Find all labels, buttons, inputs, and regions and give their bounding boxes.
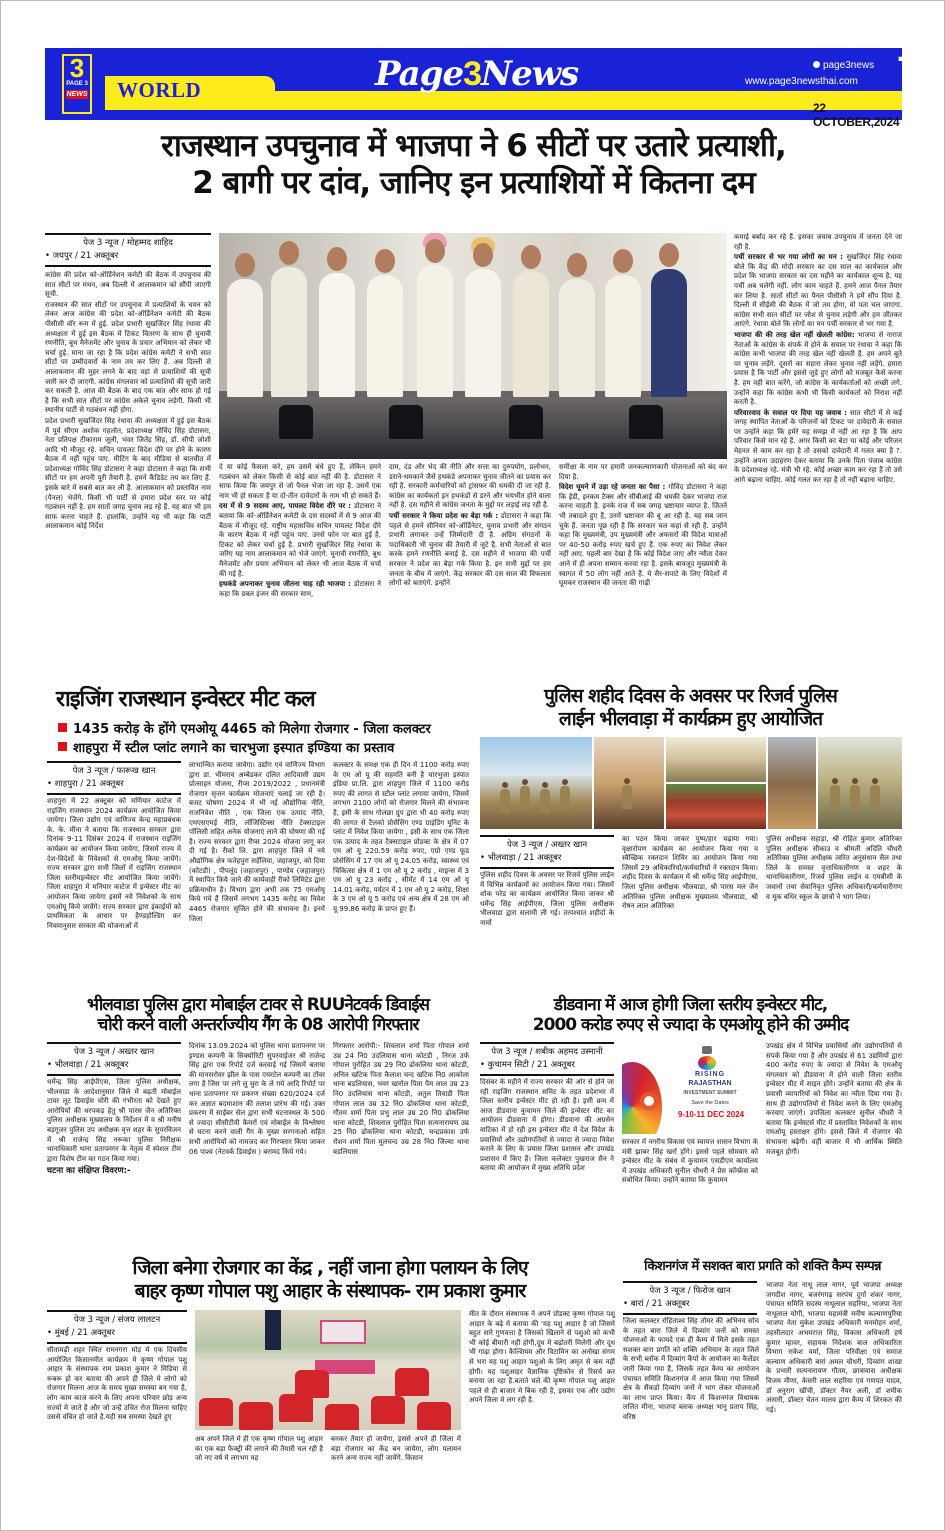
poster-title-rising: RISING <box>694 1071 726 1078</box>
subhead: पर्ची सरकार ने किया प्रदेश का बेड़ा गर्क : <box>389 511 499 520</box>
paragraph <box>734 409 902 486</box>
story4-col1 <box>47 1078 181 1248</box>
photo-head <box>521 245 541 269</box>
photo-head <box>375 249 395 273</box>
paragraph: दे या कोई फैसला करे, हम उसमें बंधे हुए हैं, लेकिन हमने गठबंधन को लेकर किसी से कोई बात नहीं की है. डोटासरा ने साफ किया कि जयपुर से जो पैनल भेजा जा रहा है. उसमें एक नाम भी हो सकता है या दो-तीन दावेदारों के नाम भी हो सकते हैं। <box>219 463 381 500</box>
paragraph <box>389 512 551 589</box>
photo-bjp-leaders-group <box>219 233 727 459</box>
story7-headline: किशनगंज में सशक्त बारा प्रगति को शक्ति कैम्प सम्पन्न <box>644 1259 881 1274</box>
photo-policeman <box>560 786 570 810</box>
story6-col2: अब अपने जिले मे ही एक कृष्ण गोपाल पशु आहार का एक बड़ा फैक्ट्री की लगाने की तैयारी चल रही है जो नए वर्ष मे लगभग यह <box>195 1435 323 1463</box>
paragraph: कमाई बर्बाद कर रहे हैं. इसका जवाब उपचुनाव में जनता देने जा रही है. <box>734 233 902 251</box>
story5-col2: सरकार में नगरीय विकास एवं स्वायत्त शासन विभाग के मंत्री झाबर सिंह खर्रा होंगे। इससे पहले सोमवार को इन्वेस्टर मीट के संबंध में कुचामन एसडीएम कार्यालय में उपखंड अधिकारी सुनील चौधरी ने प्रेस कॉन्फ्रेंस को संबोधित किया। उन्होंने बताया कि कुचामन <box>622 1138 758 1185</box>
story5-col3: उपखंड क्षेत्र में विभिन्न प्रवासियों और उद्योगपतियों से संपर्क किया गया है और उपखंड से 61 उद्यमियों द्वारा 400 करोड रुपए के ज्यादा से निवेश के एमओयू मंगलवार को डीडवाना में होने वाली जिला स्तरीय इन्वेस्टर मीट में साइन होंगे। उन्होंने बताया की क्षेत्र के प्रवासी व्यापारियों को निवेश का न्यौता दिया गया है। साथ ही उद्योगपतियों से निवेश करने के लिए एमओयू करवाए जाएंगे। उपजिला कलक्टर सुनील चौधरी ने बताया कि इन्वेस्टर्स मीट में प्रस्तावित निवेशकों के साथ एमओयू हस्ताक्षर होंगे। इससे जिले में रोजगार की संभावना बढ़ेगी। वहीं बाजार में भी आर्थिक स्थिति मजबूत होगी। <box>766 1042 902 1156</box>
logo-news-badge: NEWS <box>66 91 88 98</box>
photo-wreath <box>666 784 766 829</box>
paragraph-text: गोविंद डोटासरा ने कहा कि ईडी, इनकम टैक्स और सीबीआई की धमकी देकर भाजपा राज करना चाहती है. इनके राज में सब जगह भ्रष्टाचार व्याप्त है. जितने भी तबादले हुए हैं, उनमें भ्रष्टाचार की बू आ रही है. यह सब जान चुके हैं. जनता पूछ रही है कि सरकार चल कहां से रही है. उन्होंने कहा कि मुख्यमंत्री, उप मुख्यमंत्री और अफसरों की विदेश यात्राओं पर 40-50 करोड़ रुपए खर्च हुए हैं. एक रुपए का निवेश लेकर नहीं आए. पहली बार देखा है कि कोई विदेश जाए और न्यौता देकर आने में ही अपना सम्मान करवा रहा है. इसके बावजूद मुख्यमंत्री के स्वागत में 50 लोग नहीं आते हैं. ये सैर-सपाटे के लिए विदेशों में घूमकर राजस्थान की जनता की गाढ़ी <box>559 483 727 588</box>
emblem-icon <box>702 1046 712 1054</box>
photo-head <box>473 243 493 267</box>
poster-tagline: Save the Dates <box>691 1100 729 1106</box>
paragraph <box>219 502 381 579</box>
photo-police-ceremony <box>666 737 766 782</box>
story3-col3: पुलिस अधीक्षक सहाड़ा, श्री रोहित कुमार अतिरिक्त पुलिस अधीक्षक सीकाउ व श्रीमती अदिति चौधरी अतिरिक्त पुलिस अधीक्षक त्वरित अनुसंधान सैल तथा जिले के समस्त वृत्ताधिकारीगण व शहर के थानाधिकारीगण, रिजर्व पुलिस लाईन व एमबीसी के जवानों तथा सेवानिवृत पुलिस अधिकारी/कर्मचारीगण व मूक बधिर स्कूल के छात्रों ने भाग लिया। <box>766 835 902 901</box>
paragraph <box>559 483 727 589</box>
subhead: भाजपा की की तरह खेल नहीं खेलती कांग्रेस: <box>734 330 855 339</box>
lead-headline <box>45 128 902 202</box>
byline-story4 <box>47 1042 181 1076</box>
story6-col3: बनकर तैयार हो जायेगा, इससे अपने ही जिला मे बड़ा रोजगार का केंद्र बन जायेगा, लोग पलायन करने अन्य राज्य नहीं जायेंगे. किसान <box>331 1435 461 1463</box>
social-icon <box>813 61 820 68</box>
story2-col2: लाभान्वित कराया जावेगा। उद्योग एवं वाणिज्य विभाग द्वारा डा. भीमराव अम्बेडकर दलित आदिवासी उद्यम प्रोत्साहन योजना, रीप्स 2019/2022 , प्रधानमंत्री रोजगार सृजन कार्यक्रम योजनाएं चलाई जा रही है। बजट घोषणा 2024 में भी नई औद्योगिक नीति, राजनिवेश नीति , एक जिला एक उत्पाद नीति, एमएसएमई नीति, लॉजिस्टिक्स नीति टेक्सटाइल पॉलिसी सहित अनेक योजनाएं लाने की घोषणा की गई है। राज्य सरकार द्वारा रीप्स 2024 योजना लागू कर दी गई है। रीको लि. द्वारा शाहपुरा जिले में नये औद्योगिक क्षेत्र फतेहपुरा सहॅलिया, जहाजपुर, को दिया (कोटडी) , पीपलूंद (जहाजपुर) , पाण्डेय (जहाजपुर) में स्थापित किये जाने की कार्यवाही रीको लिमिटेड द्वारा प्रक्रियाधीन है। विभाग द्वारा अभी तक 75 एमओयू किये गये हैं जिसमें लगभग 1435 करोड़ का निवेश 4465 रोजगार सृजित होने की संभावना है। इनमें जिला <box>189 761 325 923</box>
story5-headline-line1: डीडवाना में आज होगी जिला स्तरीय इन्वेस्टर मीट, <box>553 995 828 1015</box>
photo-person <box>605 275 641 399</box>
story4-col2: दिनांक 13.09.2024 को पुलिस थाना प्रतापनगर पर इण्डस कम्पनी के सिक्योरिटी सुपरवाईजर श्री राजेन्द्र सिंह द्वारा एक रिपोर्ट दर्ज करवाई गई जिसमें बताया की मानसरोवर झील के पास एयरटेल कम्पनी का टॉवर लगा है जिस पर लगे लू चुरा के ले गये आदि रिपोर्ट पर थाना प्रतापनगर पर प्रकरण संख्या 620/2024 दर्ज कर अज्ञात बदमाशान की तलाश प्रारंभ की गई। उक्त प्रकरण में साईबर सेल द्वारा सभी घटनास्थल के 500 से ज्यादा सीसीटीवी कैमरों एवं मोबाईल के विश्लेषण से घटना करने वाली गैंग के मुख्य सरगनाओ सहित सभी आरोपियों को नामजद कर गिरफ्तार किया जाकर 06 पाश्व (नेटवर्क डिवाईस ) बरामद किये गये। <box>189 1042 325 1156</box>
photo-policeman <box>540 789 550 813</box>
photo-banner <box>320 1320 366 1344</box>
byline-author: पेज 3 न्यूज / शबीक अहमद उस्मानी <box>491 1047 603 1057</box>
poster-dates: 9-10-11 DEC 2024 <box>677 1110 745 1119</box>
paragraph: प्रदेश प्रभारी सुखजिंदर सिंह रंधावा की अध्यक्षता में हुई इस बैठक में पूर्व सीएम अशोक गहलोत, प्रदेशाध्यक्ष गोविंद सिंह डोटासरा, नेता प्रतिपक्ष टीकाराम जूली, भंवर जितेंद्र सिंह, डॉ. सीपी जोशी आदि भी मौजूद रहे. सचिन पायलट विदेश दौरे पर होने के कारण बैठक में नहीं पहुंच पाए. मीटिंग के बाद मीडिया से बातचीत में प्रदेशाध्यक्ष गोविंद सिंह डोटासरा ने कहा डोटासरा ने कहा कि सभी सीटों पर हम अपनी पूरी तैयारी है. हमने कैंडिडेट तय कर लिए हैं. इसके बारे में सबसे बात कर ली है. आलाकमान को प्रस्तावित नाम (पैनल) भेजेंगे. किसी भी पार्टी से हमारा प्रदेश स्तर पर कोई गठबंधन नहीं है. हम सातों जगह चुनाव लड़ रहे हैं. यह बात भी हम साफ करना चाहते हैं. हालांकि, उन्होंने यह भी कहा कि पार्टी आलाकमान कोई निर्देश <box>45 416 211 531</box>
story7-col2: भाजपा नेता नाथू लाल नागर, पूर्व भाजपा अध्यक्ष जगदीश नागर, बजरंगगढ़ सरपंच दुर्गा शंकर नागर, पंचायत समिति सदस्य नाथूलाल सहरिया, भाजपा नेता नाथूलाल योगी, भाजपा महामंत्री मनीष कल्याणपुरिया भाजपा नेता मुकेश उपखंड अधिकारी मनमोहन शर्मा, तहसीलदार अभयराज सिंह, विकास अधिकारी हर्ष कुमार म्हावर, सहायक निदेशक बाल अधिकारिता विभाग राकेश वर्मा, जिला परिवीक्षा एवं समाज कल्याण अधिकारी बारां अमल चौधरी, दिव्यांग शाखा के प्रभारी सत्यनारायण गौतम, छात्रावास अधीक्षक विजय मीणा, केसरी लाल सहरिया एवं गणपत यादव, डॉ अनुराग खींची, डॉक्टर नैयर अली, डॉ शमीक अंसारी, डॉक्टर चेतन मालव द्वारा कैम्प में शिरकत की गई। <box>766 1281 902 1414</box>
photo-policeman <box>500 789 510 813</box>
byline-author: पेज 3 न्यूज / फारूख खान <box>72 766 156 776</box>
section-label: WORLD <box>117 78 202 102</box>
paragraph: धर्मेन्द्र सिंह आईपीएस, जिला पुलिस अधीक्षक, भीलवाडा के आदेशानुसार जिले में बढ़ती मोबाईल टावर लूट डिवाईस चोरी की गंभीरता को देखते हुए आरोपियों की धरपकड़ हेतु श्री पारस जैन अतिरिक्त पुलिस अधीक्षक मुख्यालय के निर्देशन में व श्री मनीष बड़गूजर पुलिस उप अधीक्षक वृत्त शहर के सुपरविजन में श्री राजेन्द्र सिंह नरूका पुलिस निरीक्षक थानाधिकारी थाना प्रतापनगर के नेतृत्व में स्पेशल टीम द्वारा विशेष टीम का गठन किया गया। <box>47 1078 181 1163</box>
photo-policeman <box>850 785 860 809</box>
paragraph: दाम, दंड और भेद की नीति और सत्ता का दुरुपयोग, प्रलोभन, डराने-धमकाने जैसे हथकंडे अपनाकर चुनाव जीतने का प्रयास कर रही है. सरकारी कर्मचारियों को ट्रांसफर की धमकी दी जा रही है. कांग्रेस का कार्यकर्ता इन हथकंडों से डरने और भयभीत होने वाला नहीं है. दस महीने से कांग्रेस जनता के मुद्दों पर लड़ाई लड़ रही है. <box>389 463 551 510</box>
rising-rajasthan-logo-icon <box>698 1056 716 1070</box>
brand-wordmark <box>375 54 578 94</box>
story4-headline-line2: चोरी करने वाली अन्तर्राज्यीय गैंग के 08 आरोपी गिरफ्तार <box>97 1015 419 1036</box>
byline-story3 <box>480 835 614 869</box>
story3-col1: पुलिस शहीद दिवस के अवसर पर रिजर्व पुलिस लाईन में विभिन्न कार्यक्रमों का आयोजन किया गया। जिसमें शोक परेड का कार्यक्रम आयोजित किया जाकर श्री धर्मेन्द्र सिंह आईपीएस, जिला पुलिस अधीक्षक भीलवाडा द्वारा सलामी ली गई। तत्पश्चात शहीदों के नामों <box>480 871 614 927</box>
photo-head <box>613 249 633 273</box>
brand-number: 3 <box>463 55 482 93</box>
byline-author: पेज 3 न्यूज / संजय लालटन <box>73 1315 161 1325</box>
paragraph-text: डोटासरा ने कहा कि डबल इंजन की सरकार साम, <box>219 580 381 598</box>
photo-police-parade <box>480 737 592 829</box>
photo-head <box>279 241 299 265</box>
story3-col2: का पठन किया जाकर पुष्प/हार चढ़ाया गया। वृक्षारोपण कार्यक्रम का आयोजन किया गया व स्वैच्छिक रक्तदान शिविर का आयोजन किया गया जिसमें 29 अधिकारियों/कर्मचारियों ने रक्तदान किया। शहीद दिवस के कार्यक्रम में श्री धर्मेन्द्र सिंह आईपीएस, जिला पुलिस अधीक्षक भीलवाडा, श्री पारस मल जैन अतिरिक्त पुलिस अधीक्षक मुख्यालय भीलवाडा, श्री रोषन लाल अतिरिक्त <box>622 835 758 911</box>
photo-policeman <box>520 786 530 810</box>
byline-dateline: • जयपुर / 21 अक्तूबर <box>45 250 211 263</box>
story1-col3 <box>389 463 551 677</box>
photo-police-officer <box>594 737 664 829</box>
photo-red-chair <box>239 1402 273 1430</box>
photo-red-chair <box>371 1396 405 1424</box>
photo-policeman <box>622 785 632 809</box>
byline-story6 <box>47 1310 187 1344</box>
photo-head <box>425 239 445 263</box>
photo-doorway <box>265 1310 281 1350</box>
byline-dateline: • भीलवाड़ा / 21 अक्तूबर <box>480 852 614 865</box>
paragraph <box>734 253 902 330</box>
byline-story1 <box>45 233 211 267</box>
photo-chair <box>279 405 313 439</box>
photo-red-chair <box>199 1398 233 1426</box>
paragraph: कांग्रेस की प्रदेश को-ऑर्डिनेशन कमेटी की बैठक में उपचुनाव की सात सीटों पर मंथन, अब दिल्ली में आलाकमान को सौंपी जाएगी सूची. <box>45 271 211 299</box>
bullet-square-icon <box>58 742 67 751</box>
story6-headline <box>45 1257 615 1303</box>
byline-story2 <box>47 761 181 795</box>
paragraph <box>734 331 902 408</box>
brand-prefix: Page <box>375 54 464 94</box>
subhead: दस में से 9 सदस्य आए, पायलट विदेश दौरे पर : <box>219 502 352 511</box>
lead-headline-line2: 2 बागी पर दांव, जानिए इन प्रत्याशियों में कितना दम <box>192 165 755 202</box>
photo-red-chair <box>295 1370 329 1398</box>
story1-col4 <box>559 463 727 677</box>
bullet-text: 1435 करोड़ के होंगे एमओयू 4465 को मिलेगा रोजगार - जिला कलक्टर <box>73 722 431 737</box>
story3-headline-line1: पुलिस शहीद दिवस के अवसर पर रिजर्व पुलिस <box>544 685 837 707</box>
byline-dateline: • कुचामन सिटी / 21 अक्तूबर <box>480 1059 614 1072</box>
story2-col1: शाहपुरा में 22 अक्टूबर को मणियार काटेज में राइजिंग राजस्थान 2024 कार्यक्रम आयोजित किया जायेगा। जिला उद्योग एवं वाणिज्य केन्द्र महाप्रबंधक के. के. मीना ने बताया कि राजस्थान सरकार द्वारा दिनांक 9-11 दिसंबर 2024 में राजस्थान राइजिंग कार्यक्रम का आयोजन किया जायेगा, जिसमें राज्य में देश-विदेशों के निवेशकों से एमओयू किया जायेंगे। राज्य सरकार द्वारा सभी जिलों में राइजिंग राजस्थान जिला स्तरीयइन्वेस्टर मीट आयोजित किया जावेंगे। जिला शाहपुरा मे मनियार काटेज में इन्वेस्टर मीट का आयोजन किया जायेगा इसमें नये निवेशको के साथ एमओयू किये जावेंगे। राज्य सरकार द्वारा इंकाईयों को प्राथमिकता के आधार पर हैण्डहोल्डिंग कर नियमानुसार सरकार की योजनाओं में <box>47 797 181 930</box>
logo-subtitle: PAGE 3 <box>66 81 88 87</box>
photo-chair <box>509 405 543 439</box>
byline-dateline: • भीलवाड़ा / 21 अक्तूबर <box>47 1059 181 1072</box>
story2-headline: राइजिंग राजस्थान इन्वेस्टर मीट कल <box>56 687 315 712</box>
photo-red-chair <box>279 1394 313 1422</box>
paragraph-text: सात सीटों में से कई जगह स्थापित नेताओं के परिजनों को टिकट पर दावेदारी के सवाल पर उन्होंने कहा कि हमेरे यह समझ में नहीं आ रहा है कि आप परिवार किसे मान रहे हैं. अगर किसी का बेटा या कोई और परिजन मेहनत से काम कर रहा है तो उसको दावेदारी में गलत क्या है ?. उन्होंने अपना उदाहरण देकर बताया कि उनके पिता पंजाब कांग्रेस के प्रदेशाध्यक्ष रहे. मंत्री भी रहे. कोई अच्छा काम कर रहा है तो उसे आगे बढ़ाना चाहिए. कोई गलत कर रहा है तो नहीं बढ़ाना चाहिए. <box>734 408 902 484</box>
photo-kisan-meet <box>195 1310 461 1430</box>
story6-col1: सीतामढ़ी शहर स्थित रामनगरा मोड़ मे एक दिवसीय आयोजित किसानमीत कार्यक्रम मे कृष्ण गोपाल पशु आहार के संस्थापक राम प्रकाश कुमार ने मिडिया से रूबरू हो कर बताया की अपने ही जिले मे लोगो को रोजगार मिलना आज के समय मुख्य समस्या बन गया है, लोग काम काज करने के लिए अपना परिवार छोड़ अन्य राज्यों मे जाते है और जो उन्हें उचित रोज मिलना चाहिए उससे वंचित हो जाते है.यही सब समस्या देखते हुए <box>47 1346 187 1422</box>
byline-author: पेज 3 न्यूज / अख्तर खान <box>506 840 588 850</box>
issue-date: 22 OCTOBER,2024 <box>813 101 900 129</box>
story2-bullet <box>58 738 394 756</box>
logo-number: 3 <box>69 53 85 83</box>
website-url: www.page3newsthai.com <box>745 76 858 87</box>
photo-person <box>651 269 687 399</box>
story1-col2 <box>219 463 381 677</box>
subhead: विदेश घूमने में उड़ा रहे जनता का पैसा : <box>559 483 666 492</box>
photo-policeman <box>870 785 880 809</box>
photo-chair <box>629 405 663 439</box>
photo-head <box>659 243 679 267</box>
paragraph-text: डोटासरा ने बताया कि को-ऑर्डिनेशन कमेटी के दस सदस्यों में से 9 आज की बैठक में मौजूद रहे. राष्ट्रीय महासचिव सचिन पायलट विदेश दौरे के कारण बैठक में नहीं पहुंच पाए. उनसे फोन पर बात हुई है. टिकट को लेकर चर्चा हुई है. प्रभारी सुखजिंदर सिंह रंधावा के जरिए यह नाम आलाकमान को भेजे जाएंगे. चुनावी रणनीति, बूथ मैनेजमेंट और प्रचार अभियान को लेकर भी आज बैठक में चर्चा की गई है. <box>219 502 381 578</box>
story6-col4: मीत के दौरान संस्थापक ने अपने प्रोडक्ट कृष्ण गोपाल पशु आहार के बढ़े मे बताया की 'यह पशु आहार है जो जिसमे बहुत सारे गुणवत्ता है जिसको खिलाने से पशुओ को कभी भी कोई बीमारी नहीं होगी,दूध मे बढ़ोतरी मिलेगी और दूध भी गाढ़ा होगा। कैल्शियम और विटामिन का अनोखा संगम से भरा यह पशु आहार पशुओ के लिए अमृत से कम नहीं होगी। यह पशुआहर वैज्ञानिक दृष्टिकोन से रिसर्च कर बनाया जा रहा है.बताते चले की कृष्ण गोपाल पशु आहार पहले से ही बाजार मे बिक रही है, इसका एक और उद्योग अपने जिला मे लग रही है. <box>469 1310 615 1405</box>
social-handle-text: page3news <box>823 60 875 71</box>
photo-head <box>235 253 255 277</box>
story1-col1 <box>45 271 211 655</box>
page3-logo <box>62 54 92 114</box>
story7-col1: जिला कलक्टर रोहिताश्व सिंह तोमर की अभिनव सोच के तहत बारा जिले में दिव्यांग जनों को समस्त योजनाओं के फायदे एक ही कैम्प में मिले इसके तहत सशक्त बारा प्रगति को शक्ति अभियान के तहत जिले के सभी ब्लॉक में दिव्यांग कैंपो के आयोजन का कैलेंडर जारी किया गया हैं, जिसके तहत कैम्प का आयोजन पंचायत समिति किशनगंज में आज किया गया जिसमें क्षेत्र के सैंकडो दिव्यांग जनों ने भाग लेकर योजनाओं का लाभ प्राप्त किया। कैंप में किशनगंज विधायक ललित मीना, भाजपा ब्लाक अध्यक्ष भानु प्रताप सिंह, वरिष्ठ <box>623 1317 759 1421</box>
photo-person <box>227 279 263 399</box>
photo-person <box>465 269 501 399</box>
photo-red-chair <box>417 1402 451 1430</box>
paragraph-text: डोटासरा ने कहा कि पहले से हमने सीनियर को-ऑर्डिनेटर, चुनाव प्रभारी और संगठन प्रभारी लगाकर उन्हें जिम्मेदारी दी है. अग्रिम संगठनों के पदाधिकारी भी चुनाव की तैयारी में जुटे हैं. सभी नेताओं से बात करके हमने रणनीति बनाई है. दस महीने में भाजपा की पर्ची सरकार ने प्रदेश का बेड़ा गर्क किया है. इन सभी मुद्दों पर हम जनता के बीच में जाएंगे. केंद्र सरकार की दस साल की विफलता लोगों को बताएंगे. इन्होंने <box>389 511 551 588</box>
photo-person <box>319 273 355 399</box>
story4-headline <box>45 995 471 1036</box>
brand-suffix: News <box>481 54 579 94</box>
byline-story5 <box>480 1042 614 1076</box>
subhead: हथकंडे अपनाकर चुनाव जीतना चाह रही भाजपा : <box>219 580 351 589</box>
photo-head <box>567 253 587 277</box>
story6-headline-line2: बाहर कृष्ण गोपाल पशु आहार के संस्थापक- राम प्रकाश कुमार <box>134 1279 526 1302</box>
byline-dateline: • शाहपुरा / 21 अक्तूबर <box>47 778 181 791</box>
poster-title-rajasthan: RAJASTHAN <box>688 1080 732 1087</box>
story2-col3: कलक्टर के समक्ष एक ही दिन में 1100 करोड़ रुपए के एम ओ यू की सहमति बनी है चारभुजा इस्पात इंडिया प्रा.लि. द्वारा शाहपुरा जिले में 1100 करोड़ रुपए की लागत से स्टील प्लांट लगाया जायेगा, जिसमें लगभग 2100 लोगों को रोजगार मिलने की संभावना है, इसी के साथ गोलछा ग्रुप द्वारा भी 40 करोड़ रुपए की लागत से टैलको प्रोसेसिंग एण्ड ग्राइंडिंग यूनिट के प्लांट में निवेश किया जायेगा , इसी के साथ एक जिला एक उत्पाद के तहत टैक्सटाइल प्रोडक्ट के क्षेत्र में 07 एम ओ यू 220.59 करोड़ रुपए, एग्रो एण्ड फूड प्रोसेसिंग में 17 एम ओ यू 24.05 करोड़, स्वास्थ्य एवं चिकित्सा क्षेत्र में 1 एम ओ यू 2 करोड़ , माइन्स में 3 एम ओ यू 23 करोड़ , सीमेंट में 14 एम ओ यू 14.01 करोड़, पर्यटन में 1 एम ओ यू 2 करोड़, शिक्षा के 3 एम ओ यू 5 करोड़ एवं अन्य क्षेत्र में 28 एम ओ यू 99.86 करोड़ के प्राप्त हुए हैं। <box>333 761 469 913</box>
story3-headline <box>479 685 902 731</box>
paragraph-text: भाजपा से नाराज नेताओं के कांग्रेस के संपर्क में होने के सवाल पर रंधावा ने कहा कि कांग्रेस कभी भाजपा की तरह खेल नहीं खेलती है. हम अपने बूते पर चुनाव लड़ेंगे. दूसरों का सहारा लेकर चुनाव नहीं लड़ेंगे. हमारा प्रयास है कि पार्टी और इससे जुड़े हुए लोगों को मजबूत कैसे करना है. हम वही बात करेंगे, जो कांग्रेस के कार्यकर्ताओं को अच्छी लगे. उन्होंने कहा कि कांग्रेस कभी भी किसी कार्यकर्ता को निराश नहीं करती है. <box>734 330 902 407</box>
paragraph: राजस्थान की सात सीटों पर उपचुनाव में प्रत्याशियों के चयन को लेकर आज कांग्रेस की प्रदेश को-ऑर्डिनेशन कमेटी की बैठक पीसीसी वॉर रूम में हुई. प्रदेश प्रभारी सुखजिंदर सिंह रंधावा की अध्यक्षता में हुई इस बैठक में टिकट वितरण के साथ ही चुनावी रणनीति, बूथ मैनेजमेंट और चुनाव के प्रचार अभियान को लेकर भी चर्चा हुई. माना जा रहा है कि प्रदेश कांग्रेस कमेटी ने सभी सात सीटों पर उम्मीदवारों के नाम तय कर लिए हैं. अब दिल्ली से आलाकमान की मुहर लगने के बाद वहां से प्रत्याशियों की सूची जारी कर दी जाएगी. कांग्रेस मंगलवार को प्रत्याशियों की सूची जारी कर सकती है. आज की बैठक के बाद एक बात और साफ हो गई है कि सभी सात सीटों पर कांग्रेस अकेले चुनाव लड़ेगी. किसी भी स्थानीय पार्टी से गठबंधन नहीं होगा. <box>45 300 211 415</box>
poster-title-summit: INVESTMENT SUMMIT <box>683 1090 737 1096</box>
byline-dateline: • बारां / 21 अक्तूबर <box>623 1298 757 1311</box>
bullet-square-icon <box>58 723 67 732</box>
paragraph-text: सुखजिंदर सिंह रंधावा बोले कि केंद्र की मोदी सरकार का दस साल का कार्यकाल और प्रदेश कि भाजपा सरकार का दस महीने का कार्यकाल शून्य है. यह पर्ची अब चलेगी नहीं. लोग काम चाहते हैं. हमने आज पैनल तैयार कर लिया है. सातों सीटों का पैनल पीसीसी ने हमें सौंप दिया है. दिल्ली में सीईसी की बैठक में जो तय होगा, वो पता चल जाएगा. कांग्रेस सभी सात सीटों पर जोश से चुनाव लड़ेगी और हम जीतकर आएंगे. रंधावा बोले कि लोगों का मन पर्ची सरकार से भर गया है. <box>734 253 902 329</box>
photo-chair <box>389 405 423 439</box>
subhead: घटना का संक्षिप्त विवरण:- <box>47 1166 131 1177</box>
byline-author: पेज 3 न्यूज / मोहम्मद शाहिद <box>83 238 173 248</box>
byline-story7 <box>623 1281 757 1315</box>
photo-policeman <box>830 785 840 809</box>
story5-headline <box>479 995 902 1036</box>
poster-spiral-graphic <box>640 1092 658 1110</box>
photo-head <box>327 247 347 271</box>
photo-person <box>271 267 307 399</box>
byline-author: पेज 3 न्यूज / फिरोज खान <box>649 1286 731 1296</box>
photo-person <box>513 271 549 399</box>
photo-person <box>559 279 595 399</box>
lead-headline-line1: राजस्थान उपचुनाव में भाजपा ने 6 सीटों पर उतारे प्रत्याशी, <box>161 128 786 164</box>
story4-headline-line1: भीलवाडा पुलिस द्वारा मोबाईल टावर से RUUनेटवर्क डिवाईस <box>86 995 430 1015</box>
photo-person <box>367 275 403 399</box>
story2-bullet <box>58 719 431 737</box>
story4-col3: गिरफ्तार आरोपी:- शिवलाल शर्मा पिता गोपाल शर्मा उम्र 24 नि0 उदलियास थाना कोटडी , निरज उर्फ गोपाल पुरोहित उम्र 29 नि0 ढोकलिया थाना कोटडी, अनिल खटिक पिता कैलाश चन्द खटिक नि0 आकोला थाना बडलियास, भवर खारोल पिता पैम लाल उम्र 23 नि0 उदलियास थाना कोटडी, अतुल तिवाडी पिता गोपाल लाल उम्र 32 नि0 ढोकलिया थाना कोटडी, गौतम शर्मा पिता प्रभु लाल उम्र 20 नि0 ढोकलिया थाना कोटडी, शिवलाल पुरोहित पिता सत्यनारायण उम्र 25 नि0 ढोकलिया थाना कोटडी, चन्द्रप्रकाश उर्फ रोशन शर्मा पिता मूलचन्द उम्र 28 नि0 जिल्या थाना बडलियास <box>333 1042 469 1156</box>
photo-red-chair <box>395 1368 429 1396</box>
paragraph <box>219 580 381 599</box>
photo-person <box>417 265 453 399</box>
paragraph: समीक्षा के नाम पर हमारी जनकल्याणकारी योजनाओं को बंद कर दिया है. <box>559 463 727 481</box>
subhead: पर्ची सरकार से भर गया लोगों का मन : <box>734 253 843 262</box>
photo-red-chair <box>325 1404 359 1430</box>
story5-headline-line2: 2000 करोड रुपए से ज्यादा के एमओयू होने की उम्मीद <box>532 1015 849 1036</box>
story6-headline-line1: जिला बनेगा रोजगार का केंद्र , नहीं जाना होगा पलायन के लिए <box>132 1257 528 1279</box>
subhead: परिवारवाद के सवाल पर दिया यह जवाब : <box>734 408 848 417</box>
story5-col1: दिसंबर के महीने में राज्य सरकार की ओर से होने जा रही राइजिंग राजस्थान समिट के तहत प्रदेशभर में जिला स्तरीय इन्वेस्टर मीट हो रही है। इसी क्रम में आज डीडवाना कुचामन जिले की इन्वेस्टर मीट का आयोजन डीडवाना में होगा। डीडवाना की अग्रसेन वाटिका में हो रही इस इन्वेस्टर मीट में देश विदेश के प्रवासियों और उद्योगपतियों से ज्यादा से ज्यादा निवेश कराने के लिए के प्रयास जिला प्रशासन और उपखंड प्रशासन में किए हैं। जिला कलेक्टर पुखराज सैन ने बताया की आयोजन में मुख्य अतिथि प्रदेश <box>480 1078 614 1173</box>
social-handle <box>813 60 874 71</box>
photo-police-lineup <box>818 737 902 829</box>
story3-headline-line2: लाईन भीलवाड़ा में कार्यक्रम हुए आयोजित <box>558 707 823 730</box>
story1-col5 <box>734 233 902 677</box>
masthead <box>45 48 919 129</box>
photo-blood-donation <box>768 737 816 829</box>
rising-rajasthan-poster <box>622 1042 758 1134</box>
byline-author: पेज 3 न्यूज / अख्तर खान <box>73 1047 155 1057</box>
byline-dateline: • मुंबई / 21 अक्तूबर <box>47 1327 187 1340</box>
page-number: 7 <box>897 50 919 92</box>
bullet-text: शाहपुरा में स्टील प्लांट लगाने का चारभुजा इस्पात इण्डिया का प्रस्ताव <box>73 741 395 756</box>
